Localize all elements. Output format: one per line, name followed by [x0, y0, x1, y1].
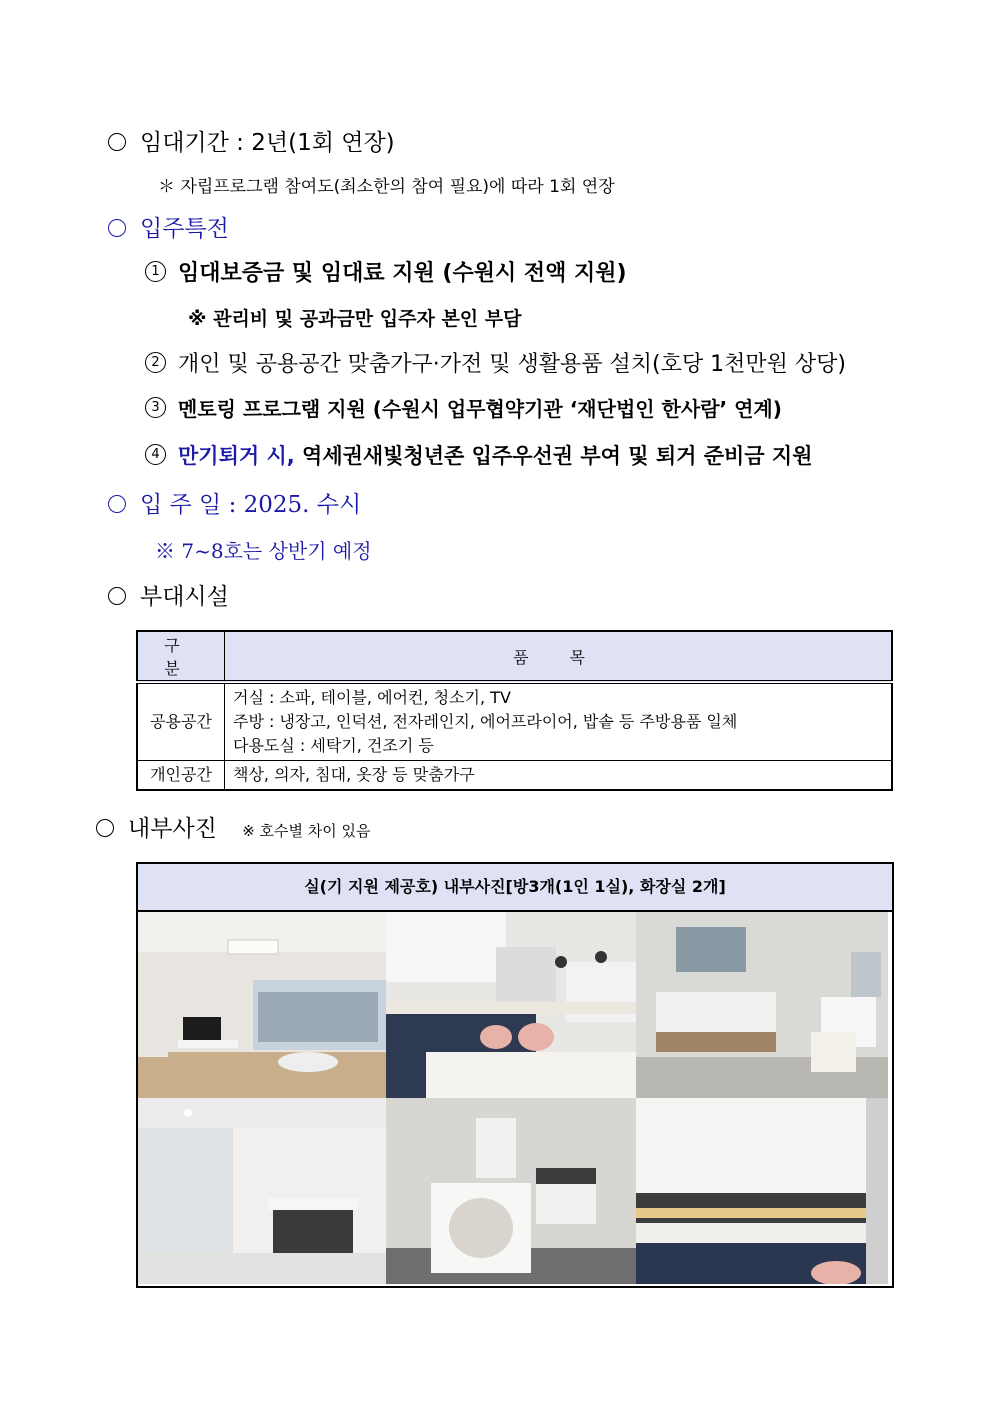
photo-living-room [138, 912, 386, 1098]
table-header-row [137, 631, 892, 682]
facilities-table [136, 630, 893, 791]
circle-bullet-icon [108, 587, 126, 605]
row-items [225, 682, 893, 761]
item-line: 거실 : 소파, 테이블, 에어컨, 청소기, TV [233, 688, 511, 707]
number-2-icon: 2 [145, 352, 166, 373]
benefit-item-3 [145, 393, 782, 422]
benefit-item-2 [145, 347, 846, 378]
benefits-label: 입주특전 [140, 216, 229, 242]
photo-bathroom [138, 1098, 386, 1284]
benefit-4-text: 역세권새빛청년존 입주우선권 부여 및 퇴거 준비금 지원 [302, 444, 813, 468]
facilities-label: 부대시설 [140, 584, 229, 610]
lease-period-label: 임대기간 : 2년(1회 연장) [140, 130, 395, 156]
facilities-heading [108, 578, 229, 611]
number-1-icon: 1 [145, 261, 166, 282]
benefit-item-4 [145, 440, 812, 470]
benefit-note: ※ 관리비 및 공과금만 입주자 본인 부담 [188, 308, 522, 330]
photo-kitchen [386, 912, 636, 1098]
row-category: 공용공간 [137, 682, 225, 761]
photos-heading [96, 810, 371, 843]
photo-bedroom [636, 912, 888, 1098]
circle-bullet-icon [108, 495, 126, 513]
circle-bullet-icon [96, 819, 114, 837]
row-category: 개인공간 [137, 761, 225, 791]
circle-bullet-icon [108, 219, 126, 237]
circle-bullet-icon [108, 133, 126, 151]
photo-table-title: 실(기 지원 제공호) 내부사진[방3개(1인 1실), 화장실 2개] [138, 864, 892, 912]
table-row [137, 682, 892, 761]
number-4-icon: 4 [145, 444, 166, 465]
header-category: 구 분 [137, 631, 225, 682]
photo-utility-room [386, 1098, 636, 1284]
photo-table [136, 862, 894, 1288]
move-in-heading [108, 486, 361, 519]
item-line: 주방 : 냉장고, 인덕션, 전자레인지, 에어프라이어, 밥솥 등 주방용품 일체 [233, 712, 738, 731]
photos-note: ※ 호수별 차이 있음 [242, 822, 371, 840]
lease-note: ＊ 자립프로그램 참여도(최소한의 참여 필요)에 따라 1회 연장 [158, 177, 615, 197]
row-items [225, 761, 893, 791]
item-line: 책상, 의자, 침대, 옷장 등 맞춤가구 [233, 765, 475, 784]
benefit-3-text: 멘토링 프로그램 지원 (수원시 업무협약기관 ‘재단법인 한사람’ 연계) [178, 397, 782, 421]
benefit-4-highlight: 만기퇴거 시, [178, 444, 295, 468]
photos-label: 내부사진 [128, 816, 217, 842]
header-items: 품 목 [225, 631, 893, 682]
number-3-icon: 3 [145, 397, 166, 418]
benefit-2-text: 개인 및 공용공간 맞춤가구·가전 및 생활용품 설치(호당 1천만원 상당) [178, 352, 846, 377]
benefit-1-text: 임대보증금 및 임대료 지원 (수원시 전액 지원) [178, 261, 627, 286]
photo-kitchen-2 [636, 1098, 888, 1284]
item-line: 다용도실 : 세탁기, 건조기 등 [233, 736, 434, 755]
benefit-item-1 [145, 256, 627, 287]
table-row [137, 761, 892, 791]
lease-period [108, 124, 395, 157]
move-in-label: 입 주 일 : 2025. 수시 [140, 492, 362, 518]
move-in-note: ※ 7~8호는 상반기 예정 [155, 539, 372, 563]
photo-grid [138, 912, 892, 1284]
benefits-heading [108, 210, 229, 243]
